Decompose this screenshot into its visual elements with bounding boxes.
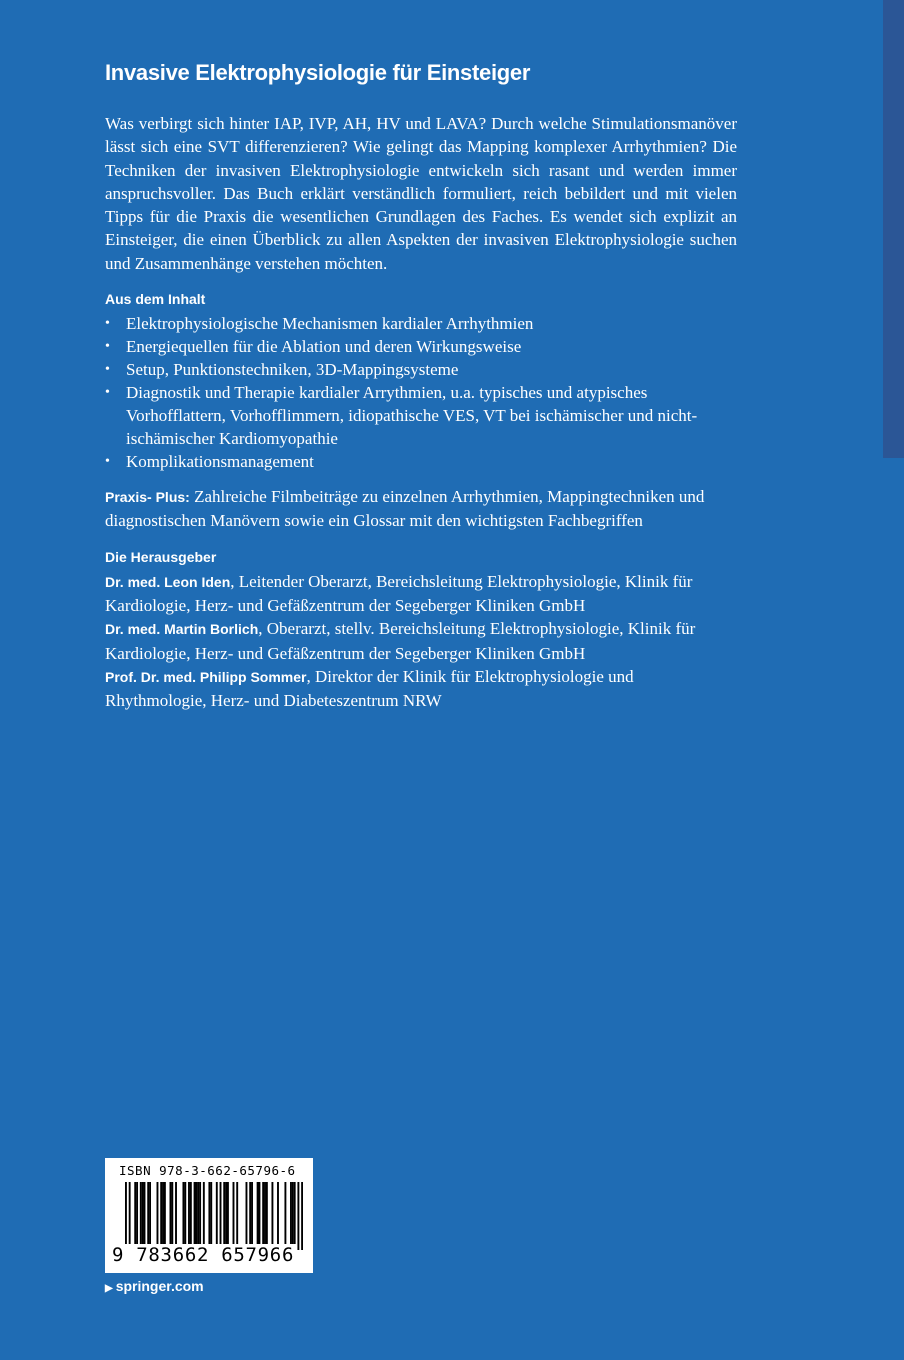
barcode-bar <box>284 1182 286 1244</box>
book-title: Invasive Elektrophysiologie für Einsteiger <box>105 60 531 85</box>
list-item-text: Diagnostik und Therapie kardialer Arrythmien, u.a. typisches und atypisches Vorhofflattern, Vorhofflimmern, idiopathische VES, VT bei ischämischer und nicht-ischämischer Kardiomyopathie <box>126 383 698 449</box>
list-item <box>105 358 737 381</box>
bullet-icon: • <box>105 316 110 332</box>
barcode-bar <box>149 1182 151 1244</box>
barcode-bar <box>182 1182 184 1244</box>
barcode-bar <box>301 1182 303 1250</box>
editor-entry <box>105 665 737 713</box>
barcode-bar <box>175 1182 177 1244</box>
barcode-bar <box>171 1182 173 1244</box>
barcode-bar <box>225 1182 227 1244</box>
barcode-digits: 9 783662 657966 <box>112 1244 295 1266</box>
arrow-right-icon: ▶ <box>105 1283 113 1294</box>
barcode-bar <box>251 1182 253 1244</box>
barcode-bar <box>188 1182 190 1244</box>
spine-strip <box>883 0 904 458</box>
barcode-bar <box>125 1182 127 1250</box>
bullet-icon: • <box>105 339 110 355</box>
barcode-bar <box>157 1182 159 1244</box>
barcode-bar <box>249 1182 251 1244</box>
editor-description: , Oberarzt, stellv. Bereichsleitung Elektrophysiologie, Klinik für Kardiologie, Herz- und Gefäßzentrum der Segeberger Kliniken GmbH <box>105 619 696 663</box>
list-item-text: Komplikationsmanagement <box>126 452 314 472</box>
barcode-bar <box>259 1182 261 1244</box>
barcode-bar <box>129 1182 131 1250</box>
contents-heading: Aus dem Inhalt <box>105 291 206 308</box>
barcode-bar <box>208 1182 210 1250</box>
barcode-bar <box>199 1182 201 1244</box>
barcode-bar <box>290 1182 292 1244</box>
barcode-bar <box>220 1182 222 1244</box>
praxis-plus-text: Zahlreiche Filmbeiträge zu einzelnen Arrhythmien, Mappingtechniken und diagnostischen Manövern sowie ein Glossar mit den wichtigsten Fachbegriffen <box>105 487 705 531</box>
editor-description: , Direktor der Klinik für Elektrophysiologie und Rhythmologie, Herz- und Diabeteszentrum NRW <box>105 666 634 711</box>
list-item-text: Energiequellen für die Ablation und deren Wirkungsweise <box>126 337 522 357</box>
editor-entry <box>105 617 737 665</box>
barcode-bar <box>190 1182 192 1244</box>
barcode-bar <box>246 1182 248 1244</box>
contents-list <box>105 312 737 473</box>
list-item <box>105 335 737 358</box>
barcode-bar <box>257 1182 259 1244</box>
editor-description: , Leitender Oberarzt, Bereichsleitung Elektrophysiologie, Klinik für Kardiologie, Herz- und Gefäßzentrum der Segeberger Kliniken GmbH <box>105 571 693 615</box>
editor-name: Prof. Dr. med. Philipp Sommer <box>105 668 307 685</box>
barcode-bar <box>216 1182 218 1250</box>
barcode-bar <box>271 1182 273 1244</box>
barcode-bar <box>227 1182 229 1244</box>
bullet-icon: • <box>105 362 110 378</box>
list-item-text: Setup, Punktionstechniken, 3D-Mappingsysteme <box>126 360 459 380</box>
barcode-bar <box>197 1182 199 1244</box>
barcode-bar <box>195 1182 197 1244</box>
barcode-bar <box>184 1182 186 1244</box>
publisher-link-text: springer.com <box>115 1278 204 1294</box>
barcode-bar <box>147 1182 149 1244</box>
barcode-bar <box>223 1182 225 1244</box>
editor-name: Dr. med. Leon Iden <box>105 573 231 590</box>
publisher-link[interactable] <box>105 1278 204 1294</box>
bullet-icon: • <box>105 385 110 401</box>
list-item <box>105 381 737 450</box>
editors-heading: Die Herausgeber <box>105 548 217 565</box>
isbn-barcode <box>105 1158 313 1273</box>
barcode-bar <box>194 1182 196 1244</box>
editor-entry <box>105 570 737 618</box>
barcode-bar <box>203 1182 205 1244</box>
barcode-bar <box>136 1182 138 1244</box>
bullet-icon: • <box>105 454 110 470</box>
barcode-bar <box>142 1182 144 1244</box>
editor-name: Dr. med. Martin Borlich <box>105 621 259 638</box>
barcode-bar <box>160 1182 162 1244</box>
barcode-bar <box>266 1182 268 1244</box>
back-cover-text <box>105 60 737 712</box>
barcode-bar <box>236 1182 238 1244</box>
praxis-plus-label: Praxis- Plus: <box>105 489 190 506</box>
barcode-bar <box>264 1182 266 1244</box>
isbn-number: ISBN 978-3-662-65796-6 <box>119 1163 296 1178</box>
barcode-bar <box>233 1182 235 1244</box>
barcode-bar <box>277 1182 279 1244</box>
barcode-bar <box>210 1182 212 1250</box>
intro-paragraph: Was verbirgt sich hinter IAP, IVP, AH, HV und LAVA? Durch welche Stimulationsmanöver lässt sich eine SVT differenzieren? Wie gelingt das Mapping komplexer Arrhythmien? Die Techniken der invasiven Elektrophysiologie entwickeln sich rasant und werden immer anspruchsvoller. Das Buch erklärt verständlich formuliert, reich bebildert und mit vielen Tipps für die Praxis die wesentlichen Grundlagen des Faches. Es wendet sich explizit an Einsteiger, die einen Überblick zu allen Aspekten der invasiven Elektrophysiologie suchen und Zusammenhänge verstehen möchten. <box>105 114 737 273</box>
list-item <box>105 312 737 335</box>
barcode-bar <box>144 1182 146 1244</box>
praxis-plus <box>105 485 737 533</box>
list-item <box>105 450 737 473</box>
barcode-bar <box>294 1182 296 1244</box>
barcode-bar <box>262 1182 264 1244</box>
barcode-bar <box>170 1182 172 1244</box>
barcode-bar <box>134 1182 136 1244</box>
barcode-bars <box>125 1182 303 1250</box>
barcode-bar <box>292 1182 294 1244</box>
barcode-bar <box>140 1182 142 1244</box>
barcode-bar <box>164 1182 166 1244</box>
barcode-bar <box>162 1182 164 1244</box>
list-item-text: Elektrophysiologische Mechanismen kardialer Arrhythmien <box>126 314 534 334</box>
barcode-bar <box>297 1182 299 1250</box>
